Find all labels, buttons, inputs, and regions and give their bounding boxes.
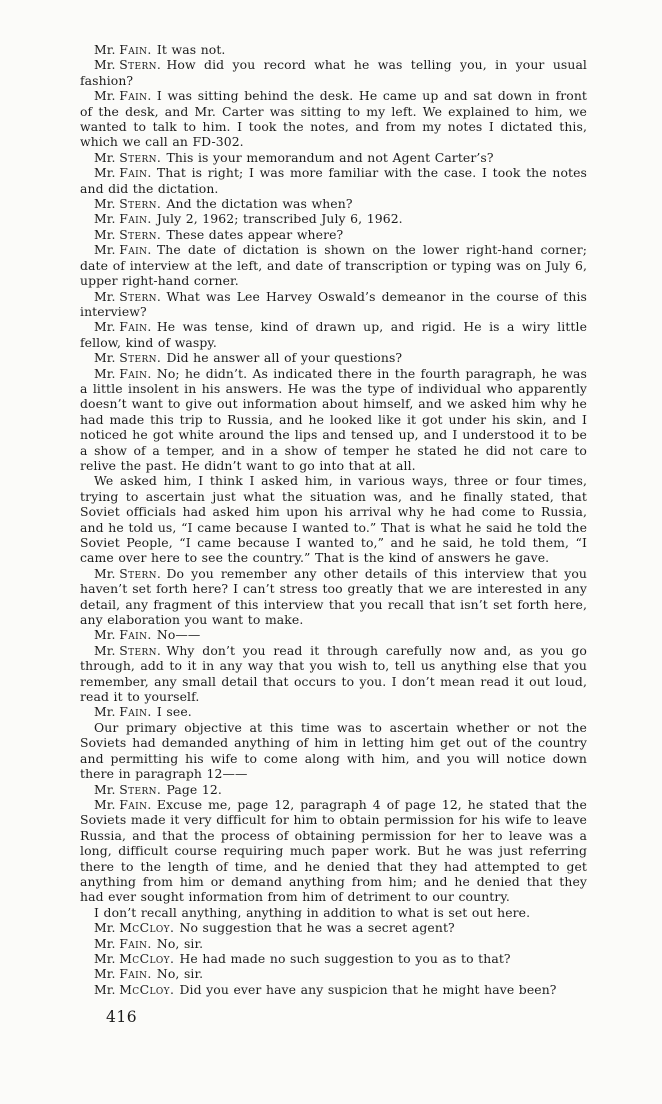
transcript-paragraph (80, 982, 587, 997)
paragraph-text: Did he answer all of your questions? (166, 350, 403, 366)
paragraph-text: And the dictation was when? (166, 196, 353, 212)
page-body (80, 42, 587, 997)
speaker-prefix: Mr. (94, 796, 116, 812)
transcript-paragraph (80, 951, 587, 966)
transcript-paragraph (80, 242, 587, 288)
speaker-prefix: Mr. (94, 57, 116, 73)
speaker-name: Fain. (119, 211, 152, 227)
speaker-prefix: Mr. (94, 42, 116, 57)
speaker-prefix: Mr. (94, 288, 116, 304)
paragraph-text: He was tense, kind of drawn up, and rigid. He is a wiry little fellow, kind of waspy. (80, 319, 587, 350)
speaker-name: Fain. (119, 42, 152, 57)
speaker-name: McCloy. (119, 920, 175, 936)
speaker-prefix: Mr. (94, 966, 116, 982)
speaker-name: Stern. (119, 288, 162, 304)
transcript-paragraph (80, 211, 587, 226)
paragraph-text: That is right; I was more familiar with the case. I took the notes and did the dictation. (80, 165, 587, 196)
speaker-prefix: Mr. (94, 88, 116, 104)
paragraph-text: He had made no such suggestion to you as to that? (179, 950, 511, 966)
paragraph-text: No—— (156, 627, 201, 643)
speaker-name: Stern. (119, 149, 162, 165)
transcript-paragraph (80, 366, 587, 474)
speaker-name: Fain. (119, 88, 152, 104)
speaker-prefix: Mr. (94, 781, 116, 797)
paragraph-text: No suggestion that he was a secret agent? (179, 920, 455, 936)
speaker-name: Fain. (119, 704, 152, 720)
speaker-name: Fain. (119, 365, 152, 381)
speaker-prefix: Mr. (94, 642, 116, 658)
paragraph-text: Our primary objective at this time was to ascertain whether or not the Soviets had demanded anything of him in letting him get out of the country and permitting his wife to come along with him, and you will notice down there in paragraph 12—— (80, 719, 587, 782)
paragraph-text: We asked him, I think I asked him, in various ways, three or four times, trying to ascertain just what the situation was, and he finally stated, that Soviet officials had asked him upon his arrival why he had come to Russia, and he told us, “I came because I wanted to.” That is what he said he told the Soviet People, “I came because I wanted to,” and he said, he told them, “I came over here to see the country.” That is the kind of answers he gave. (80, 473, 587, 566)
page-number: 416 (106, 1008, 138, 1026)
speaker-name: Fain. (119, 165, 152, 181)
speaker-name: Stern. (119, 781, 162, 797)
speaker-prefix: Mr. (94, 920, 116, 936)
paragraph-text: I don’t recall anything, anything in addition to what is set out here. (94, 904, 531, 920)
transcript-paragraph (80, 704, 587, 719)
speaker-prefix: Mr. (94, 319, 116, 335)
transcript-paragraph (80, 289, 587, 320)
speaker-prefix: Mr. (94, 211, 116, 227)
speaker-name: Stern. (119, 57, 162, 73)
transcript-paragraph (80, 566, 587, 628)
speaker-prefix: Mr. (94, 935, 116, 951)
transcript-paragraph (80, 350, 587, 365)
speaker-prefix: Mr. (94, 226, 116, 242)
speaker-prefix: Mr. (94, 242, 116, 258)
paragraph-text: Do you remember any other details of this interview that you haven’t set forth here? I can’t stress too greatly that we are interested in any detail, any fragment of this interview that you recall that isn’t set forth here, any elaboration you want to make. (80, 565, 587, 628)
speaker-prefix: Mr. (94, 196, 116, 212)
transcript-paragraph (80, 42, 587, 57)
speaker-name: Stern. (119, 350, 162, 366)
paragraph-text: July 2, 1962; transcribed July 6, 1962. (156, 211, 403, 227)
transcript-paragraph (80, 165, 587, 196)
paragraph-text: How did you record what he was telling you, in your usual fashion? (80, 57, 587, 88)
speaker-name: Stern. (119, 196, 162, 212)
transcript-paragraph (80, 319, 587, 350)
speaker-prefix: Mr. (94, 950, 116, 966)
transcript-paragraph (80, 227, 587, 242)
speaker-name: Fain. (119, 796, 152, 812)
paragraph-text: These dates appear where? (166, 226, 344, 242)
transcript-paragraph (80, 150, 587, 165)
speaker-prefix: Mr. (94, 165, 116, 181)
paragraph-text: Did you ever have any suspicion that he might have been? (179, 981, 557, 997)
speaker-name: Fain. (119, 966, 152, 982)
paragraph-text: I see. (156, 704, 192, 720)
speaker-name: Stern. (119, 226, 162, 242)
transcript-paragraph (80, 797, 587, 905)
speaker-prefix: Mr. (94, 627, 116, 643)
paragraph-text: No, sir. (156, 935, 204, 951)
transcript-paragraph (80, 643, 587, 705)
speaker-name: Fain. (119, 242, 152, 258)
speaker-prefix: Mr. (94, 149, 116, 165)
transcript-paragraph (80, 57, 587, 88)
transcript-paragraph (80, 905, 587, 920)
speaker-prefix: Mr. (94, 365, 116, 381)
paragraph-text: No, sir. (156, 966, 204, 982)
paragraph-text: Why don’t you read it through carefully now and, as you go through, add to it in any way that you wish to, tell us anything else that you remember, any small detail that occurs to you. I don’t mean read it out loud, read it to yourself. (80, 642, 587, 705)
transcript-paragraph (80, 966, 587, 981)
paragraph-text: This is your memorandum and not Agent Carter’s? (166, 149, 494, 165)
speaker-prefix: Mr. (94, 350, 116, 366)
paragraph-text: It was not. (156, 42, 226, 57)
speaker-name: McCloy. (119, 981, 175, 997)
speaker-name: Stern. (119, 565, 162, 581)
speaker-name: Stern. (119, 642, 162, 658)
speaker-name: Fain. (119, 319, 152, 335)
paragraph-text: I was sitting behind the desk. He came up and sat down in front of the desk, and Mr. Carter was sitting to my left. We explained to him, we wanted to talk to him. I took the notes, and from my notes I dictated this, which we call an FD-302. (80, 88, 587, 150)
paragraph-text: Page 12. (166, 781, 222, 797)
transcript-paragraph (80, 920, 587, 935)
speaker-name: McCloy. (119, 950, 175, 966)
speaker-prefix: Mr. (94, 704, 116, 720)
transcript-paragraph (80, 196, 587, 211)
paragraph-text: The date of dictation is shown on the lower right-hand corner; date of interview at the left, and date of transcription or typing was on July 6, upper right-hand corner. (80, 242, 587, 289)
paragraph-text: No; he didn’t. As indicated there in the fourth paragraph, he was a little insolent in his answers. He was the type of individual who apparently doesn’t want to give out information about himself, and we asked him why he had made this trip to Russia, and he looked like it got under his skin, and I noticed he got white around the lips and tensed up, and I understood it to be a show of a temper, and in a show of temper he stated he did not care to relive the past. He didn’t want to go into that at all. (80, 365, 587, 473)
transcript-paragraph (80, 627, 587, 642)
speaker-name: Fain. (119, 935, 152, 951)
speaker-prefix: Mr. (94, 981, 116, 997)
paragraph-text: Excuse me, page 12, paragraph 4 of page 12, he stated that the Soviets made it very difficult for him to obtain permission for his wife to leave Russia, and that the process of obtaining permission for her to leave was a long, difficult course requiring much paper work. But he was just referring there to the length of time, and he denied that they had attempted to get anything from him or demand anything from him; and he denied that they had ever sought information from him of detriment to our country. (80, 796, 587, 905)
transcript-paragraph (80, 720, 587, 782)
speaker-name: Fain. (119, 627, 152, 643)
paragraph-text: What was Lee Harvey Oswald’s demeanor in the course of this interview? (80, 288, 587, 319)
transcript-paragraph (80, 88, 587, 150)
speaker-prefix: Mr. (94, 565, 116, 581)
transcript-paragraph (80, 936, 587, 951)
transcript-paragraph (80, 782, 587, 797)
transcript-paragraph (80, 473, 587, 565)
